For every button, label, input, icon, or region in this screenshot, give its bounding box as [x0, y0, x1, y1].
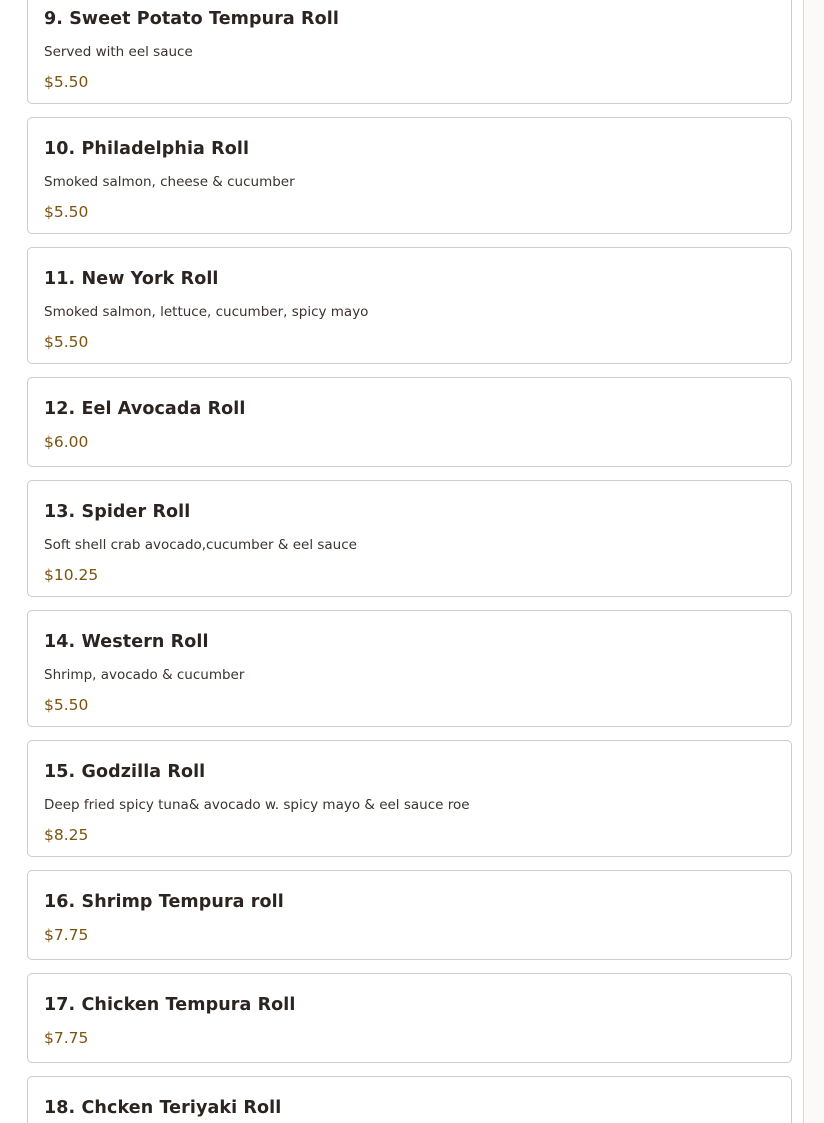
menu-item-list: [27, 0, 792, 1123]
item-price: $7.75: [44, 926, 89, 944]
item-description: Soft shell crab avocado,cucumber & eel sauce: [44, 537, 357, 553]
item-name: 10. Philadelphia Roll: [44, 139, 250, 159]
item-name: 13. Spider Roll: [44, 502, 191, 522]
item-name: 11. New York Roll: [44, 269, 219, 289]
menu-item-eel-avocada-roll[interactable]: [27, 377, 792, 467]
item-name: 15. Godzilla Roll: [44, 762, 206, 782]
item-description: Smoked salmon, cheese & cucumber: [44, 174, 295, 190]
menu-item-chicken-teriyaki-roll[interactable]: [27, 1076, 792, 1123]
item-name: 12. Eel Avocada Roll: [44, 399, 246, 419]
item-description: Shrimp, avocado & cucumber: [44, 667, 245, 683]
item-price: $5.50: [44, 333, 89, 351]
menu-item-spider-roll[interactable]: [27, 480, 792, 597]
menu-item-new-york-roll[interactable]: [27, 247, 792, 364]
menu-item-western-roll[interactable]: [27, 610, 792, 727]
item-price: $7.75: [44, 1029, 89, 1047]
menu-item-sweet-potato-tempura-roll[interactable]: [27, 0, 792, 104]
item-name: 18. Chcken Teriyaki Roll: [44, 1098, 282, 1118]
item-name: 17. Chicken Tempura Roll: [44, 995, 296, 1015]
menu-item-godzilla-roll[interactable]: [27, 740, 792, 857]
item-description: Deep fried spicy tuna& avocado w. spicy mayo & eel sauce roe: [44, 797, 470, 813]
item-price: $5.50: [44, 203, 89, 221]
item-price: $10.25: [44, 566, 99, 584]
item-name: 16. Shrimp Tempura roll: [44, 892, 284, 912]
item-name: 9. Sweet Potato Tempura Roll: [44, 9, 339, 29]
item-price: $5.50: [44, 696, 89, 714]
menu-item-shrimp-tempura-roll[interactable]: [27, 870, 792, 960]
item-price: $5.50: [44, 73, 89, 91]
item-price: $6.00: [44, 433, 89, 451]
item-description: Smoked salmon, lettuce, cucumber, spicy mayo: [44, 304, 369, 320]
menu-item-philadelphia-roll[interactable]: [27, 117, 792, 234]
item-name: 14. Western Roll: [44, 632, 209, 652]
item-description: Served with eel sauce: [44, 44, 193, 60]
menu-item-chicken-tempura-roll[interactable]: [27, 973, 792, 1063]
item-price: $8.25: [44, 826, 89, 844]
